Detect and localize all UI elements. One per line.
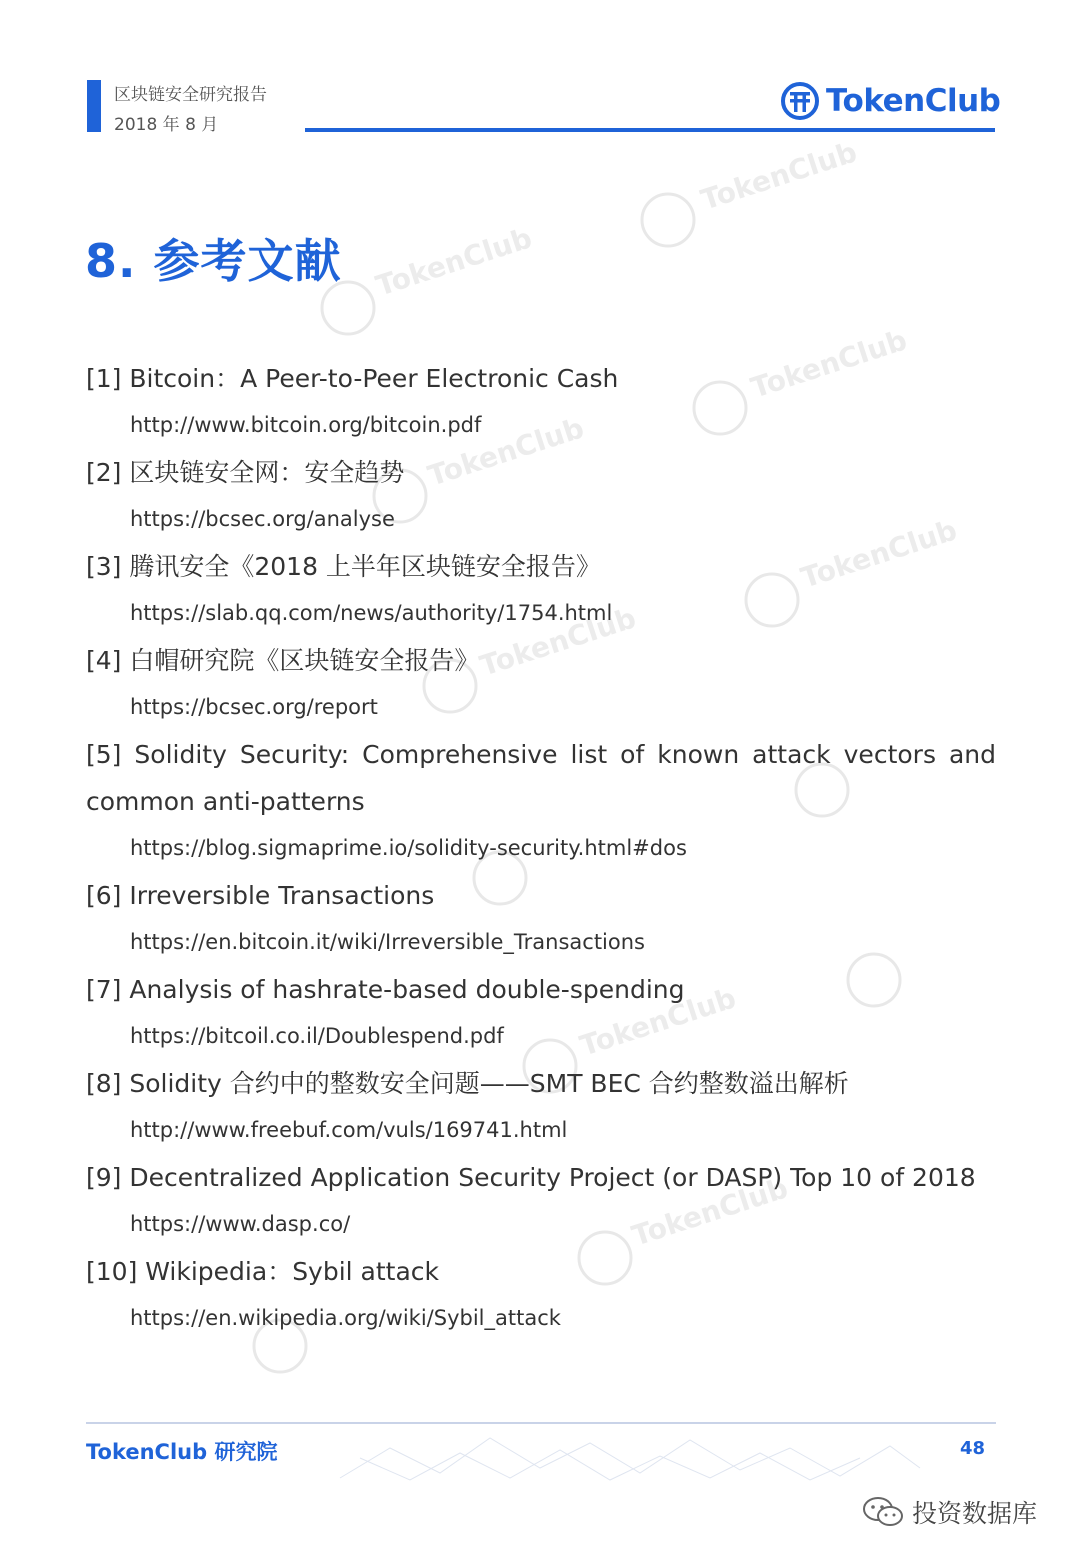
wechat-icon xyxy=(862,1496,904,1528)
reference-item xyxy=(86,355,996,449)
reference-url[interactable]: http://www.freebuf.com/vuls/169741.html xyxy=(130,1118,568,1142)
reference-title: [9] Decentralized Application Security Project (or DASP) Top 10 of 2018 xyxy=(86,1163,976,1192)
reference-title: [8] Solidity 合约中的整数安全问题——SMT BEC 合约整数溢出解析 xyxy=(86,1069,849,1098)
reference-item xyxy=(86,872,996,966)
reference-title: [5] Solidity Security: Comprehensive list of known attack vectors and common anti-patterns xyxy=(86,740,996,816)
reference-url[interactable]: https://www.dasp.co/ xyxy=(130,1212,351,1236)
reference-url[interactable]: https://bitcoil.co.il/Doublespend.pdf xyxy=(130,1024,504,1048)
reference-title: [7] Analysis of hashrate-based double-spending xyxy=(86,975,685,1004)
reference-item xyxy=(86,1248,996,1342)
svg-text:TokenClub: TokenClub xyxy=(746,323,911,405)
reference-item xyxy=(86,1060,996,1154)
svg-text:TokenClub: TokenClub xyxy=(627,1171,792,1253)
reference-item xyxy=(86,966,996,1063)
reference-item xyxy=(86,449,996,543)
svg-text:TokenClub: TokenClub xyxy=(371,221,536,303)
reference-list xyxy=(86,355,996,1342)
footer-divider xyxy=(86,1422,996,1424)
report-date: 2018 年 8 月 xyxy=(114,115,219,135)
wechat-watermark xyxy=(862,1494,1037,1530)
reference-url[interactable]: https://slab.qq.com/news/authority/1754.html xyxy=(130,601,613,625)
svg-text:TokenClub: TokenClub xyxy=(423,411,588,493)
wechat-account-name: 投资数据库 xyxy=(912,1499,1038,1528)
reference-url[interactable]: http://www.bitcoin.org/bitcoin.pdf xyxy=(130,413,482,437)
reference-item xyxy=(86,637,996,731)
reference-url[interactable]: https://bcsec.org/analyse xyxy=(130,507,395,531)
reference-url[interactable]: https://blog.sigmaprime.io/solidity-security.html#dos xyxy=(130,836,687,860)
reference-title: [2] 区块链安全网：安全趋势 xyxy=(86,458,405,487)
tokenclub-logo-icon xyxy=(780,81,820,121)
reference-url[interactable]: https://bcsec.org/report xyxy=(130,695,378,719)
reference-title: [4] 白帽研究院《区块链安全报告》 xyxy=(86,646,480,675)
reference-item xyxy=(86,1154,996,1248)
tokenclub-logo xyxy=(780,80,1000,122)
reference-title: [3] 腾讯安全《2018 上半年区块链安全报告》 xyxy=(86,552,601,581)
header-divider xyxy=(305,128,995,132)
report-title: 区块链安全研究报告 xyxy=(114,85,267,105)
svg-text:TokenClub: TokenClub xyxy=(475,601,640,683)
reference-item xyxy=(86,731,996,872)
reference-title: [10] Wikipedia：Sybil attack xyxy=(86,1257,440,1286)
reference-item xyxy=(86,543,996,637)
section-title: 8. 参考文献 xyxy=(85,234,342,288)
footer-network-decoration xyxy=(330,1428,930,1488)
svg-text:TokenClub: TokenClub xyxy=(696,135,861,217)
header-accent-bar xyxy=(87,80,101,132)
reference-title: [1] Bitcoin：A Peer-to-Peer Electronic Cash xyxy=(86,364,619,393)
logo-wordmark: TokenClub xyxy=(826,83,1001,119)
page-number: 48 xyxy=(960,1438,986,1459)
header-info xyxy=(114,80,267,140)
reference-title: [6] Irreversible Transactions xyxy=(86,881,435,910)
svg-text:TokenClub: TokenClub xyxy=(575,981,740,1063)
footer-brand: TokenClub 研究院 xyxy=(86,1440,278,1464)
reference-url[interactable]: https://en.bitcoin.it/wiki/Irreversible_Transactions xyxy=(130,930,645,954)
reference-url[interactable]: https://en.wikipedia.org/wiki/Sybil_attack xyxy=(130,1306,561,1330)
svg-text:TokenClub: TokenClub xyxy=(796,513,961,595)
